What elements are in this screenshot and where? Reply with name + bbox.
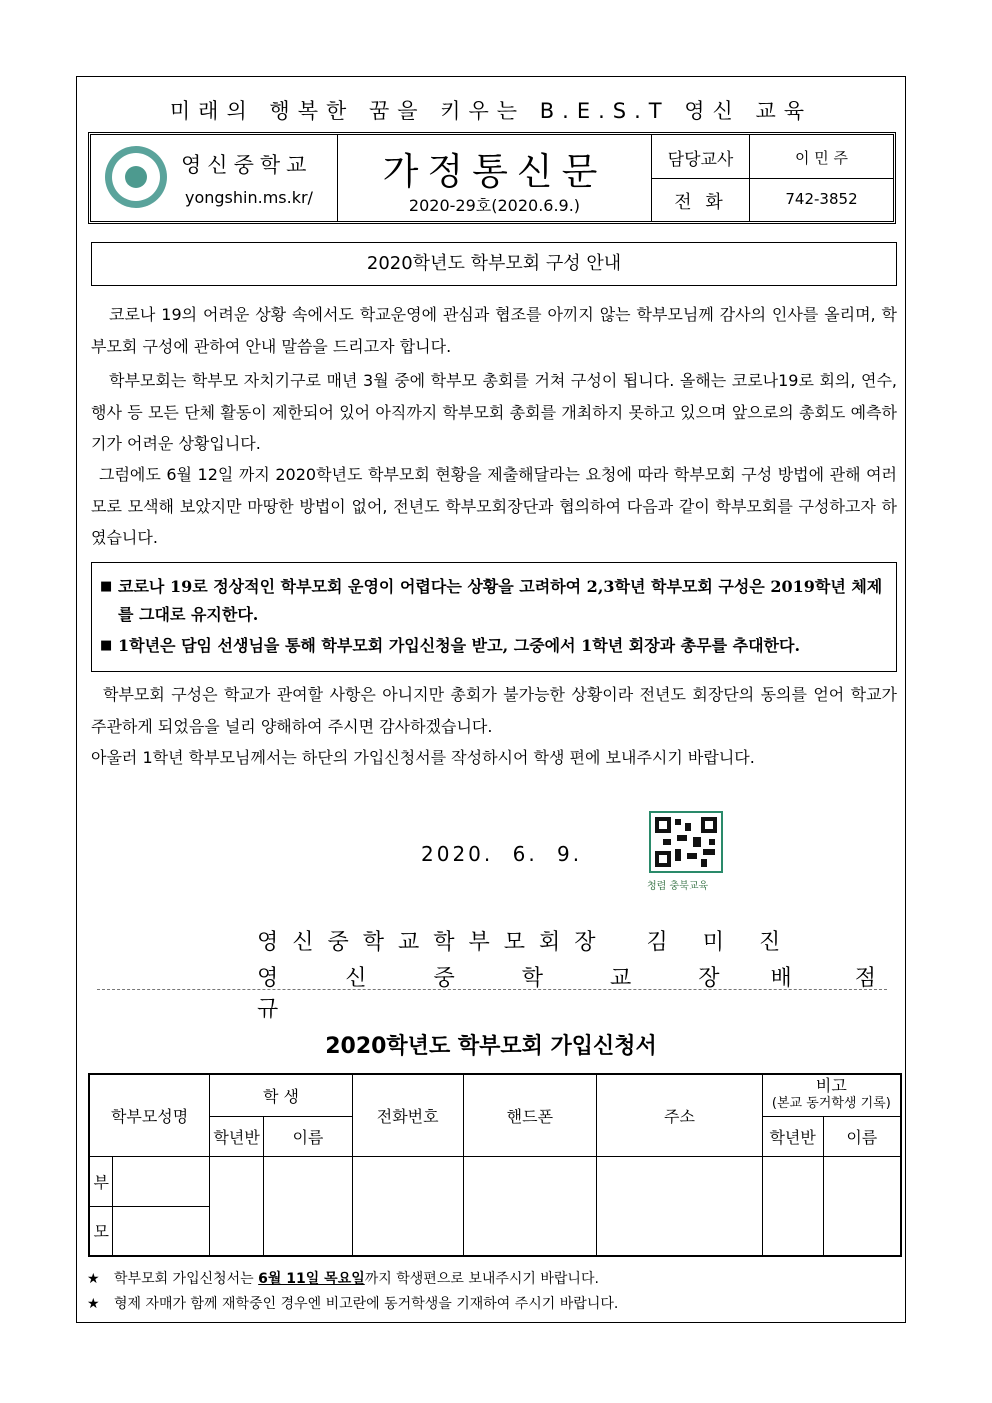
paragraph-1: 코로나 19의 어려운 상황 속에서도 학교운영에 관심과 협조를 아끼지 않는 학부모님께 감사의 인사를 올리며, 학부모회 구성에 관하여 안내 말씀을 드리고자 합니다.	[91, 305, 897, 356]
mobile-input[interactable]	[463, 1156, 597, 1256]
notice-box	[91, 562, 897, 672]
closing-request: 아울러 1학년 학부모님께서는 하단의 가입신청서를 작성하시어 학생 편에 보내주시기 바랍니다.	[91, 748, 755, 767]
signature-line-2	[257, 961, 905, 1023]
school-logo-icon	[105, 146, 167, 208]
row-label-father: 부	[89, 1156, 113, 1206]
footnote-2: ★ 형제 자매가 함께 재학중인 경우엔 비고란에 동거학생을 기재하여 주시기 바랍니다.	[87, 1296, 619, 1312]
paragraph-2: 학부모회는 학부모 자치기구로 매년 3월 중에 학부모 총회를 거쳐 구성이 됩니다. 올해는 코로나19로 회의, 연수, 행사 등 모든 단체 활동이 제한되어 있어 아직까지 학부모회 총회를 개최하지 못하고 있으며 앞으로의 총회도 예측하기가 어려운 상황입니다.	[91, 371, 897, 453]
header-note-sub: (본교 동거학생 기록)	[771, 1096, 891, 1112]
star-icon: ★	[87, 1271, 100, 1287]
notice-title: 2020학년도 학부모회 구성 안내	[91, 242, 897, 286]
header-mobile: 핸드폰	[463, 1074, 597, 1156]
school-url[interactable]: yongshin.ms.kr/	[185, 188, 313, 207]
mother-name-input[interactable]	[113, 1206, 210, 1256]
header-note	[762, 1074, 901, 1116]
signature-line-1	[257, 925, 794, 956]
header-parent-name: 학부모성명	[89, 1074, 210, 1156]
address-input[interactable]	[597, 1156, 763, 1256]
application-form-table	[88, 1073, 902, 1257]
star-icon: ★	[87, 1296, 100, 1312]
signature-name: 김 미 진	[646, 930, 795, 955]
father-name-input[interactable]	[113, 1156, 210, 1206]
value-cell	[750, 135, 893, 221]
paragraph-3: 그럼에도 6월 12일 까지 2020학년도 학부모회 현황을 제출해달라는 요청에 따라 학부모회 구성 방법에 관해 여러모로 모색해 보았지만 마땅한 방법이 없어, 전년도 학부모회장단과 협의하여 다음과 같이 학부모회를 구성하고자 하였습니다.	[91, 465, 897, 547]
cut-line	[97, 989, 887, 990]
doc-title: 가정통신문	[382, 150, 607, 193]
table-row	[89, 1156, 901, 1206]
deadline: 6월 11일 목요일	[258, 1271, 365, 1287]
title-cell	[338, 135, 652, 221]
teacher-name: 이 민 주	[794, 149, 848, 167]
notice-item: ■ 코로나 19로 정상적인 학부모회 운영이 어렵다는 상황을 고려하여 2,3학년 학부모회 구성은 2019학년 체제를 그대로 유지한다.	[100, 573, 888, 629]
phone-input[interactable]	[352, 1156, 463, 1256]
phone-number: 742-3852	[785, 190, 858, 208]
school-name: 영신중학교	[181, 153, 313, 177]
form-title: 2020학년도 학부모회 가입신청서	[325, 1034, 657, 1059]
note-name-input[interactable]	[823, 1156, 901, 1256]
slogan: 미래의 행복한 꿈을 키우는 B.E.S.T 영신 교육	[169, 99, 813, 123]
school-cell	[91, 135, 338, 221]
letter-header	[88, 132, 896, 224]
qr-caption: 청렴 충북교육	[647, 881, 709, 892]
qr-code-icon[interactable]	[649, 811, 723, 873]
label-cell	[652, 135, 750, 221]
notice-item: ■ 1학년은 담임 선생님을 통해 학부모회 가입신청을 받고, 그중에서 1학년 회장과 총무를 추대한다.	[100, 632, 888, 660]
header-phone: 전화번호	[352, 1074, 463, 1156]
issue-date: 2020. 6. 9.	[421, 842, 583, 866]
header-student-name: 이름	[264, 1116, 353, 1156]
footnote-1: ★ 학부모회 가입신청서는 6월 11일 목요일까지 학생편으로 보내주시기 바랍니다.	[87, 1271, 599, 1287]
header-student: 학 생	[210, 1074, 353, 1116]
header-note-grade: 학년반	[762, 1116, 823, 1156]
teacher-label: 담당교사	[667, 150, 734, 170]
header-note-name: 이름	[823, 1116, 901, 1156]
doc-number: 2020-29호(2020.6.9.)	[408, 196, 581, 215]
signature-title: 영 신 중 학 교 장	[257, 966, 750, 991]
student-grade-input[interactable]	[210, 1156, 264, 1256]
header-student-grade: 학년반	[210, 1116, 264, 1156]
phone-label: 전 화	[674, 192, 727, 213]
student-name-input[interactable]	[264, 1156, 353, 1256]
signature-title: 영신중학교학부모회장	[257, 930, 610, 955]
signature-name: 배 점 규	[257, 966, 904, 1022]
header-note-label: 비고	[815, 1076, 847, 1096]
note-grade-input[interactable]	[762, 1156, 823, 1256]
row-label-mother: 모	[89, 1206, 113, 1256]
document-page	[76, 76, 906, 1323]
header-address: 주소	[597, 1074, 763, 1156]
closing-paragraph: 학부모회 구성은 학교가 관여할 사항은 아니지만 총회가 불가능한 상황이라 전년도 회장단의 동의를 얻어 학교가 주관하게 되었음을 널리 양해하여 주시면 감사하겠습니다.	[91, 685, 897, 736]
